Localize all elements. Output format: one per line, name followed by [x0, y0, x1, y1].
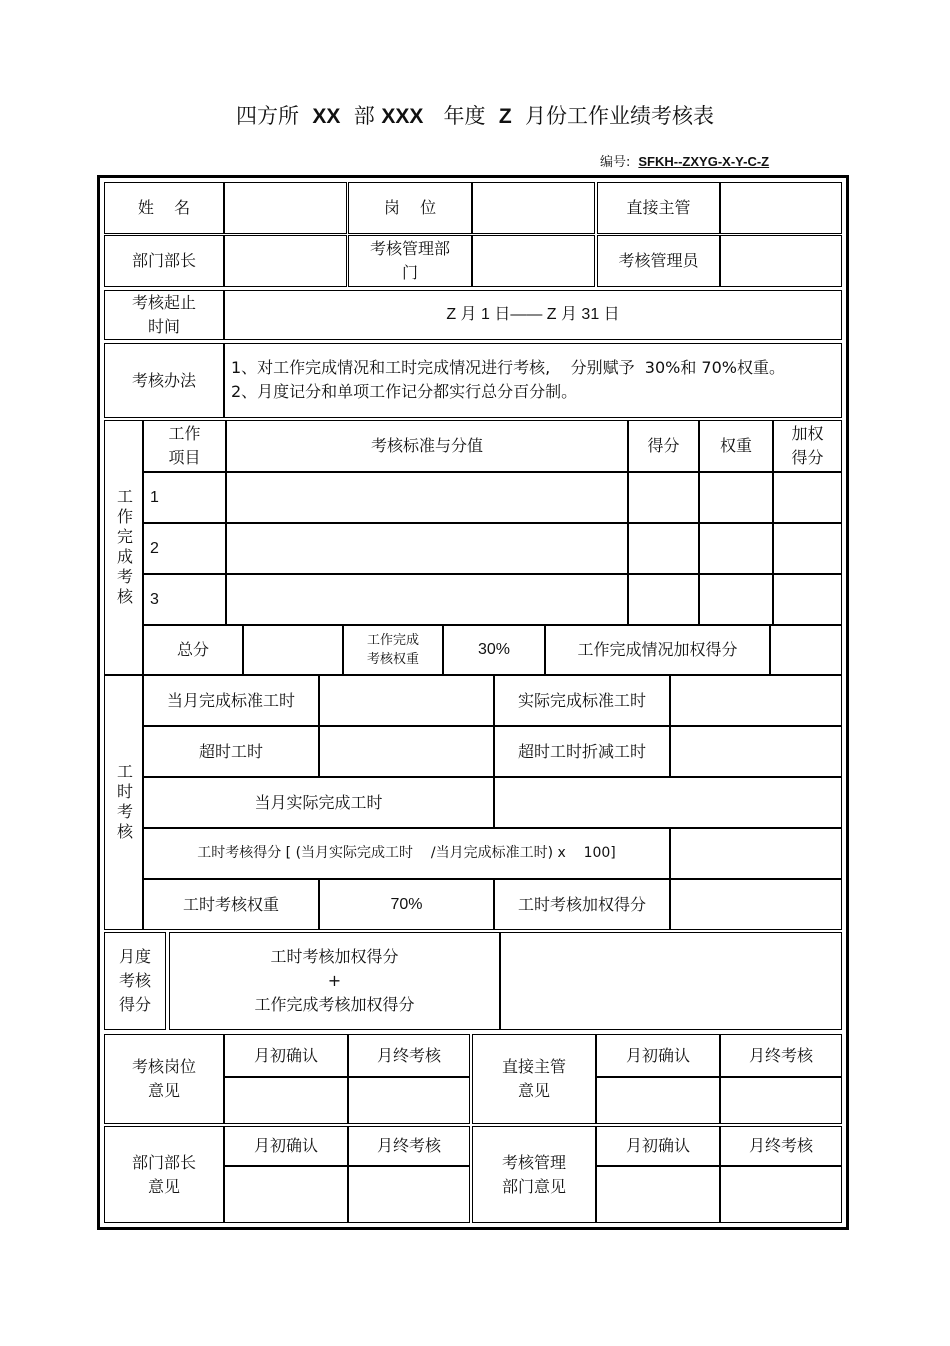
hours-weighted-label: 工时考核加权得分	[494, 879, 670, 930]
supervisor-opinion-label: 直接主管意见	[472, 1034, 596, 1124]
work-row-weight[interactable]	[699, 523, 773, 574]
end-review-label: 月终考核	[348, 1034, 470, 1077]
page-title: 四方所 XX 部 XXX 年度 Z 月份工作业绩考核表	[235, 104, 715, 128]
work-weight-label: 工作完成考核权重	[343, 625, 443, 675]
work-row-weighted[interactable]	[773, 574, 842, 625]
std-hours-label: 当月完成标准工时	[143, 675, 319, 726]
assess-dept-end-review-field[interactable]	[720, 1166, 842, 1223]
hours-score-field[interactable]	[670, 828, 842, 879]
supervisor-start-confirm-field[interactable]	[596, 1077, 720, 1124]
supervisor-end-review-field[interactable]	[720, 1077, 842, 1124]
assess-dept-start-confirm-field[interactable]	[596, 1166, 720, 1223]
work-row-weight[interactable]	[699, 472, 773, 523]
method-line-2: 2、月度记分和单项工作记分都实行总分百分制。	[231, 382, 578, 401]
method-label: 考核办法	[104, 343, 224, 418]
overtime-label: 超时工时	[143, 726, 319, 777]
hours-section-label: 工时考核	[104, 675, 143, 930]
col-standard: 考核标准与分值	[226, 420, 628, 472]
col-weight: 权重	[699, 420, 773, 472]
post-end-review-field[interactable]	[348, 1077, 470, 1124]
work-row-number: 2	[143, 523, 226, 574]
work-row-standard[interactable]	[226, 574, 628, 625]
work-section-label: 工作完成考核	[104, 420, 143, 675]
work-row-score[interactable]	[628, 523, 699, 574]
document-code: 编号: SFKH--ZXYG-X-Y-C-Z	[600, 154, 770, 170]
hours-score-formula: 工时考核得分 [ (当月实际完成工时 /当月完成标准工时) x 100]	[143, 828, 670, 879]
work-weighted-label: 工作完成情况加权得分	[545, 625, 770, 675]
assess-admin-label: 考核管理员	[597, 235, 720, 287]
post-opinion-label: 考核岗位意见	[104, 1034, 224, 1124]
work-weight-value: 30%	[443, 625, 545, 675]
dept-head-end-review-field[interactable]	[348, 1166, 470, 1223]
hours-weight-value: 70%	[319, 879, 494, 930]
std-hours-field[interactable]	[319, 675, 494, 726]
col-work-item: 工作项目	[143, 420, 226, 472]
monthly-score-label: 月度考核得分	[104, 932, 166, 1030]
hours-weight-label: 工时考核权重	[143, 879, 319, 930]
col-score: 得分	[628, 420, 699, 472]
period-value: Z 月 1 日—— Z 月 31 日	[224, 290, 842, 340]
assess-admin-field[interactable]	[720, 235, 842, 287]
monthly-formula-line: 工作完成考核加权得分	[254, 995, 415, 1014]
end-review-label: 月终考核	[348, 1126, 470, 1166]
monthly-formula-line: 工时考核加权得分	[270, 947, 399, 966]
assess-dept-label: 考核管理部门	[348, 235, 472, 287]
post-start-confirm-field[interactable]	[224, 1077, 348, 1124]
position-label: 岗 位	[348, 182, 472, 234]
start-confirm-label: 月初确认	[224, 1126, 348, 1166]
overtime-reduce-label: 超时工时折减工时	[494, 726, 670, 777]
name-field[interactable]	[224, 182, 347, 234]
dept-head-field[interactable]	[224, 235, 347, 287]
actual-std-hours-field[interactable]	[670, 675, 842, 726]
work-row-weighted[interactable]	[773, 523, 842, 574]
assess-dept-opinion-label: 考核管理部门意见	[472, 1126, 596, 1223]
dept-head-label: 部门部长	[104, 235, 224, 287]
method-line-1: 1、对工作完成情况和工时完成情况进行考核, 分别赋予 30%和 70%权重。	[231, 358, 785, 377]
actual-hours-label: 当月实际完成工时	[143, 777, 494, 828]
name-label: 姓 名	[104, 182, 224, 234]
end-review-label: 月终考核	[720, 1034, 842, 1077]
start-confirm-label: 月初确认	[224, 1034, 348, 1077]
overtime-field[interactable]	[319, 726, 494, 777]
dept-head-opinion-label: 部门部长意见	[104, 1126, 224, 1223]
col-weighted-score: 加权得分	[773, 420, 842, 472]
supervisor-field[interactable]	[720, 182, 842, 234]
assess-dept-field[interactable]	[472, 235, 595, 287]
end-review-label: 月终考核	[720, 1126, 842, 1166]
work-row-number: 3	[143, 574, 226, 625]
monthly-formula-plus: +	[327, 971, 342, 990]
position-field[interactable]	[472, 182, 595, 234]
monthly-score-field[interactable]	[500, 932, 842, 1030]
monthly-formula	[169, 932, 500, 1030]
work-total-label: 总分	[143, 625, 243, 675]
work-row-weighted[interactable]	[773, 472, 842, 523]
work-row-number: 1	[143, 472, 226, 523]
work-weighted-field[interactable]	[770, 625, 842, 675]
work-row-weight[interactable]	[699, 574, 773, 625]
work-row-score[interactable]	[628, 472, 699, 523]
overtime-reduce-field[interactable]	[670, 726, 842, 777]
work-row-standard[interactable]	[226, 523, 628, 574]
work-row-standard[interactable]	[226, 472, 628, 523]
work-row-score[interactable]	[628, 574, 699, 625]
work-total-field[interactable]	[243, 625, 343, 675]
hours-weighted-field[interactable]	[670, 879, 842, 930]
start-confirm-label: 月初确认	[596, 1034, 720, 1077]
actual-hours-field[interactable]	[494, 777, 842, 828]
method-text	[224, 343, 842, 418]
supervisor-label: 直接主管	[597, 182, 720, 234]
dept-head-start-confirm-field[interactable]	[224, 1166, 348, 1223]
actual-std-hours-label: 实际完成标准工时	[494, 675, 670, 726]
period-label: 考核起止时间	[104, 290, 224, 340]
start-confirm-label: 月初确认	[596, 1126, 720, 1166]
